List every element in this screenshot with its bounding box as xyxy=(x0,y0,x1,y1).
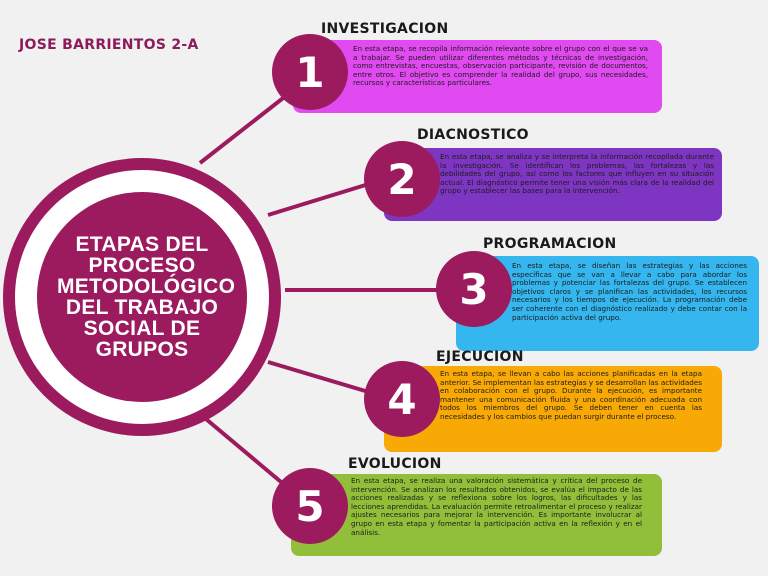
central-hub xyxy=(3,158,281,436)
step-2-title: DIACNOSTICO xyxy=(417,127,529,143)
central-title: ETAPAS DEL PROCESO METODOLÓGICO DEL TRABAJO SOCIAL DE GRUPOS xyxy=(57,233,236,361)
step-4-number: 4 xyxy=(364,361,440,437)
step-3-number: 3 xyxy=(436,251,512,327)
connector-4 xyxy=(268,362,372,393)
step-2-number: 2 xyxy=(364,141,440,217)
step-5-title: EVOLUCION xyxy=(348,456,442,472)
step-1-number: 1 xyxy=(272,34,348,110)
step-4-box: En esta etapa, se llevan a cabo las acciones planificadas en la etapa anterior. Se implementan las estrategias y se desarrollan las actividades en colaboración con el grupo. Durante la ejecución, es importante mantener una comunicación fluida y una coordinación adecuada con todos los miembros del grupo. Se deben tener en cuenta las necesidades y los cambios que puedan surgir durante el proceso. xyxy=(384,366,722,452)
step-3-box: En esta etapa, se diseñan las estrategias y las acciones específicas que se van a llevar a cabo para abordar los problemas y potenciar las fortalezas del grupo. Se establecen objetivos claros y se planifican las actividades, los recursos necesarios y los tiempos de ejecución. La programación debe ser coherente con el diagnóstico realizado y debe contar con la participación activa del grupo. xyxy=(456,256,759,351)
author-name: JOSE BARRIENTOS 2-A xyxy=(19,37,199,53)
step-5-box: En esta etapa, se realiza una valoración sistemática y crítica del proceso de intervención. Se analizan los resultados obtenidos, se evalúa el impacto de las acciones realizadas y se reflexiona sobre los logros, las dificultades y las lecciones aprendidas. La evaluación permite retroalimentar el proceso y realizar ajustes necesarios para mejorar la intervención. Es importante involucrar al grupo en esta etapa y fomentar la participación activa en la reflexión y en el análisis. xyxy=(291,474,662,556)
step-2-box: En esta etapa, se analiza y se interpreta la información recopilada durante la investigación. Se identifican los problemas, las fortalezas y las debilidades del grupo, así como los factores que influyen en su situación actual. El diagnóstico permite tener una visión más clara de la realidad del grupo y establecer las bases para la intervención. xyxy=(384,148,722,221)
connector-1 xyxy=(200,95,287,163)
step-5-number: 5 xyxy=(272,468,348,544)
step-4-title: EJECUCION xyxy=(436,349,524,365)
connector-2 xyxy=(268,183,372,215)
step-1-title: INVESTIGACION xyxy=(321,21,449,37)
step-1-box: En esta etapa, se recopila información relevante sobre el grupo con el que se va a trabajar. Se pueden utilizar diferentes métodos y técnicas de investigación, como entrevistas, encuestas, observación participante, revisión de documentos, entre otros. El objetivo es comprender la realidad del grupo, sus necesidades, recursos y características particulares. xyxy=(293,40,662,113)
connector-5 xyxy=(200,414,287,487)
step-3-title: PROGRAMACION xyxy=(483,236,617,252)
